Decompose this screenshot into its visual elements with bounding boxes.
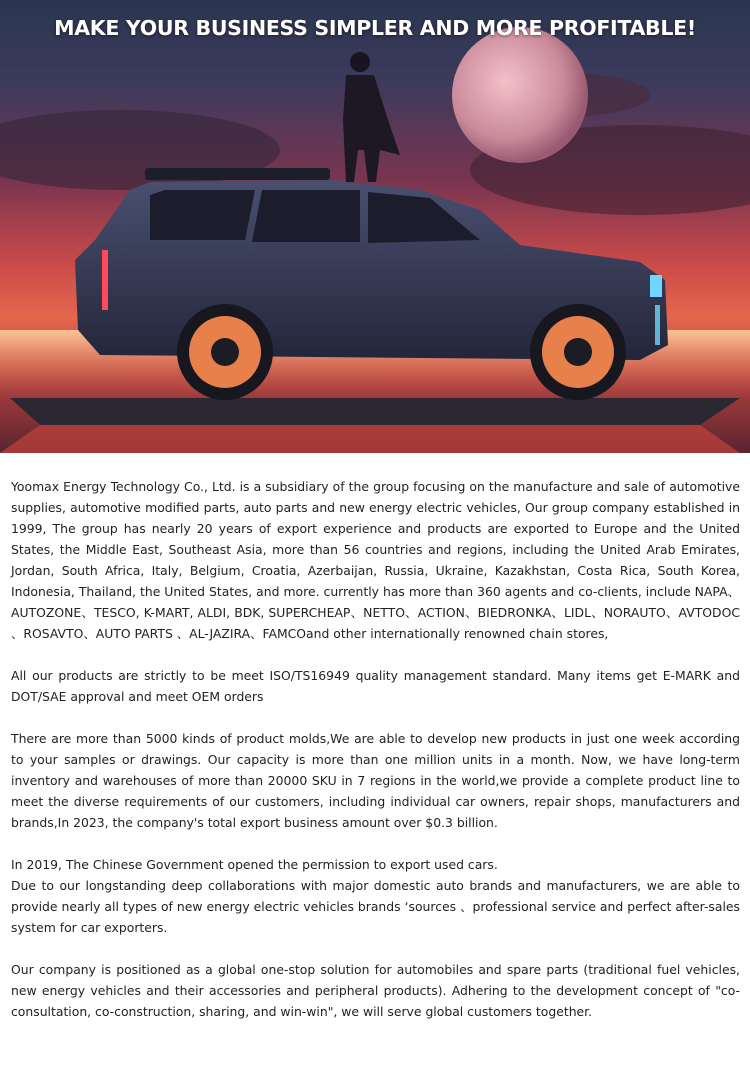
company-description: [11, 476, 740, 1043]
paragraph-ev-sources: Due to our longstanding deep collaborations with major domestic auto brands and manufacturers, we are able to provide nearly all types of new energy electric vehicles brands ‘sources 、professional service and perfect after-sales system for car exporters.: [11, 878, 740, 935]
paragraph-company-intro: Yoomax Energy Technology Co., Ltd. is a subsidiary of the group focusing on the manufacture and sale of automotive supplies, automotive modified parts, auto parts and new energy electric vehicles, Our group company established in 1999, The group has nearly 20 years of export experience and products are exported to Europe and the United States, the Middle East, Southeast Asia, more than 56 countries and regions, including the United Arab Emirates, Jordan, South Africa, Italy, Belgium, Croatia, Azerbaijan, Russia, Ukraine, Kazakhstan, Costa Rica, South Korea, Indonesia, Thailand, the United States, and more. currently has more than 360 agents and co-clients, include NAPA、AUTOZONE、TESCO, K-MART, ALDI, BDK, SUPERCHEAP、NETTO、ACTION、BIEDRONKA、LIDL、NORAUTO、AVTODOC 、ROSAVTO、AUTO PARTS 、AL-JAZIRA、FAMCOand other internationally renowned chain stores,: [11, 479, 740, 641]
paragraph-quality: All our products are strictly to be meet ISO/TS16949 quality management standard. Many items get E-MARK and DOT/SAE approval and meet OEM orders: [11, 668, 740, 704]
hero-title: MAKE YOUR BUSINESS SIMPLER AND MORE PROFITABLE!: [54, 16, 696, 40]
moon-shape: [452, 27, 588, 163]
hero-banner: [0, 0, 750, 453]
paragraph-capacity: There are more than 5000 kinds of product molds,We are able to develop new products in just one week according to your samples or drawings. Our capacity is more than one million units in a month. Now, we have long-term inventory and warehouses of more than 20000 SKU in 7 regions in the world,we provide a complete product line to meet the diverse requirements of our customers, including individual car owners, repair shops, manufacturers and brands,In 2023, the company's total export business amount over $0.3 billion.: [11, 731, 740, 830]
hero-illustration: [0, 0, 750, 453]
figure-silhouette: [343, 52, 400, 182]
paragraph-positioning: Our company is positioned as a global one-stop solution for automobiles and spare parts (traditional fuel vehicles, new energy vehicles and their accessories and peripheral products). Adhering to the development concept of "co-consultation, co-construction, sharing, and win-win", we will serve global customers together.: [11, 962, 740, 1019]
paragraph-used-cars: In 2019, The Chinese Government opened the permission to export used cars.: [11, 857, 498, 872]
